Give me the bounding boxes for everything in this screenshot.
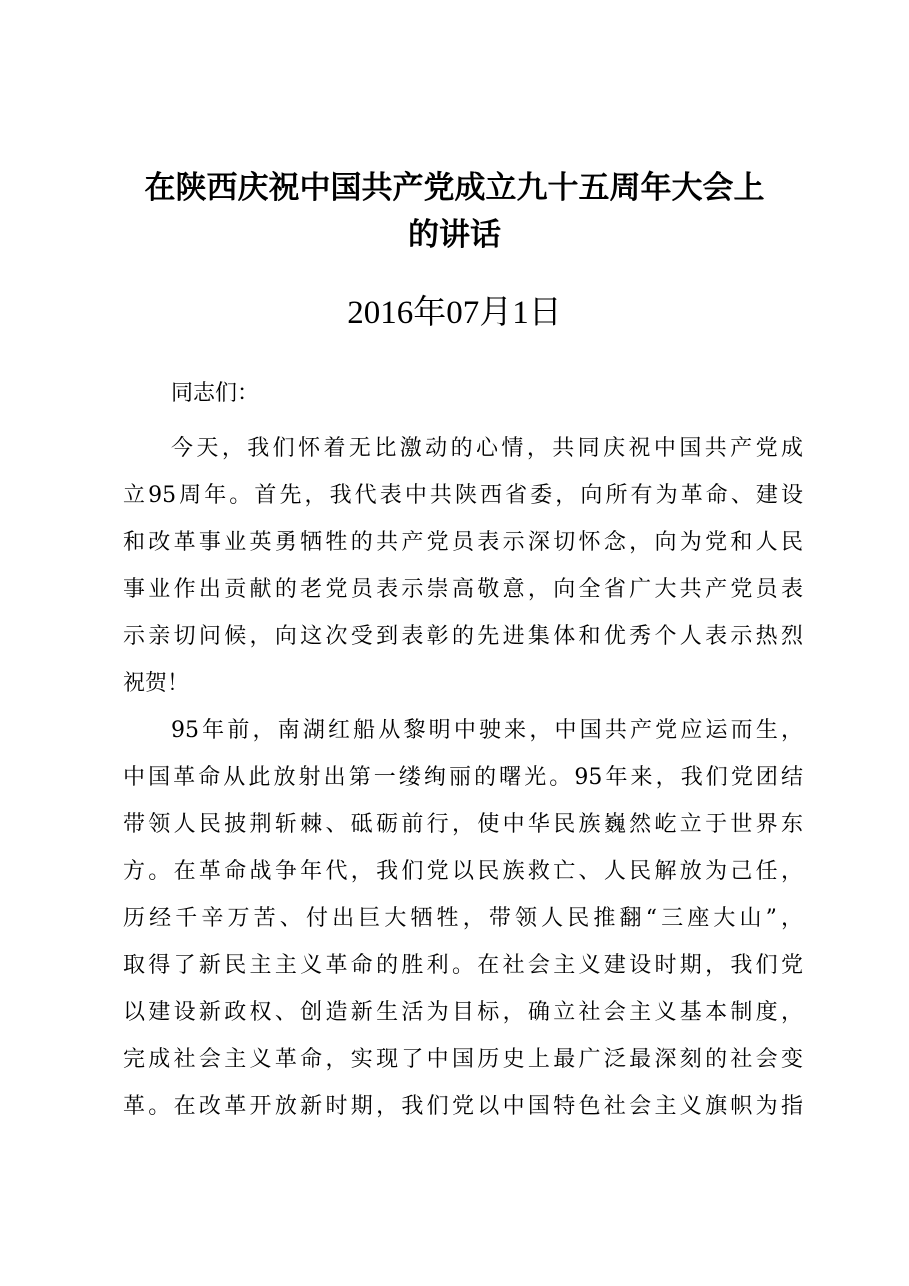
document-title-line-2: 的讲话 bbox=[408, 217, 501, 253]
paragraph-line: 历经千辛万苦、付出巨大牺牲，带领人民推翻“三座大山”， bbox=[123, 906, 803, 931]
paragraph-line: 95年前，南湖红船从黎明中驶来，中国共产党应运而生， bbox=[171, 718, 803, 743]
paragraph-1 bbox=[123, 425, 803, 707]
document-date: 2016年07月1日 bbox=[347, 295, 562, 331]
paragraph-line: 中国革命从此放射出第一缕绚丽的曙光。95年来，我们党团结 bbox=[123, 765, 803, 790]
paragraph-line: 革。在改革开放新时期，我们党以中国特色社会主义旗帜为指 bbox=[123, 1094, 803, 1119]
document-title-line-1: 在陕西庆祝中国共产党成立九十五周年大会上 bbox=[144, 170, 765, 206]
paragraph-line: 祝贺！ bbox=[123, 671, 190, 696]
paragraph-line: 带领人民披荆斩棘、砥砺前行，使中华民族巍然屹立于世界东 bbox=[123, 812, 803, 837]
paragraph-line: 示亲切问候，向这次受到表彰的先进集体和优秀个人表示热烈 bbox=[123, 624, 803, 649]
paragraph-line: 完成社会主义革命，实现了中国历史上最广泛最深刻的社会变 bbox=[123, 1047, 803, 1072]
paragraph-line: 立95周年。首先，我代表中共陕西省委，向所有为革命、建设 bbox=[123, 483, 803, 508]
paragraph-line: 以建设新政权、创造新生活为目标，确立社会主义基本制度， bbox=[123, 1000, 803, 1025]
paragraph-line: 方。在革命战争年代，我们党以民族救亡、人民解放为己任， bbox=[123, 859, 803, 884]
paragraph-line: 和改革事业英勇牺牲的共产党员表示深切怀念，向为党和人民 bbox=[123, 530, 803, 555]
paragraph-line: 取得了新民主主义革命的胜利。在社会主义建设时期，我们党 bbox=[123, 953, 803, 978]
paragraph-line: 今天，我们怀着无比激动的心情，共同庆祝中国共产党成 bbox=[171, 436, 803, 461]
salutation: 同志们： bbox=[171, 381, 260, 406]
paragraph-line: 事业作出贡献的老党员表示崇高敬意，向全省广大共产党员表 bbox=[123, 577, 803, 602]
paragraph-2 bbox=[123, 707, 803, 1130]
